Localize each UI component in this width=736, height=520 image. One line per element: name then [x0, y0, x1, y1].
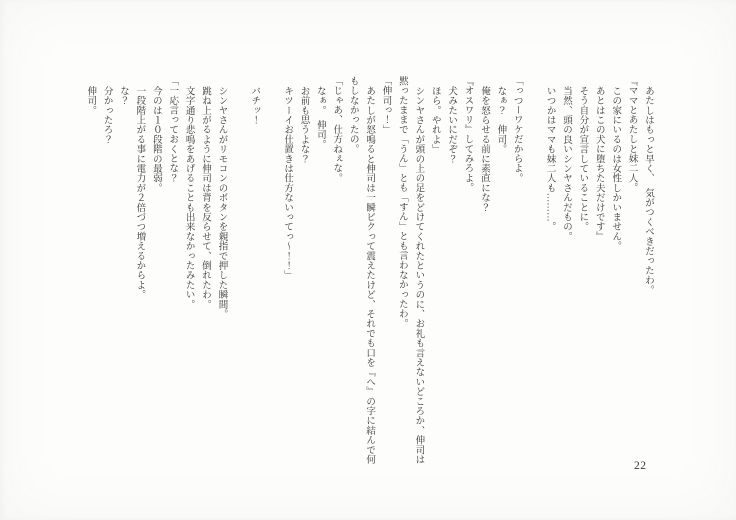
text-column: 犬みたいにだぞ？	[446, 85, 457, 164]
blank-column	[229, 76, 245, 480]
text-column: あたしが怒鳴ると伸司は一瞬ビクって震えたけど、それでも口を『へ』の字に結んで何	[364, 85, 375, 464]
text-column: 「っつーワケだからよ。	[511, 76, 522, 183]
text-column: そう自分が宣言していることに。	[577, 85, 588, 231]
text-column: 『ママとあたしと妹二人。	[626, 76, 637, 193]
text-column: シンヤさんが頭の上の足をどけてくれたというのに、お礼も言えないどころか、伸司は	[413, 85, 424, 464]
text-column: な？	[118, 85, 128, 105]
text-column: もしなかったの。	[347, 76, 358, 154]
text-column: 当然、頭の良いシンヤさんだもの。	[560, 85, 571, 241]
text-column: 一段階上がる事に電力が２倍づつ増えるからよ。	[134, 85, 145, 299]
text-column: 文字通り悲鳴をあげることも出来なかったみたい。	[183, 85, 194, 309]
page-number: 22	[634, 460, 647, 472]
text-column: 今のは１０段階の最弱。	[150, 85, 161, 193]
text-column: 「一応言っておくとな？	[167, 76, 178, 183]
text-column: ほら。やれよ」	[429, 85, 440, 154]
text-column: この家にいるのは女性しかいません。	[610, 85, 621, 251]
blank-column	[525, 76, 541, 480]
vertical-text-block	[80, 76, 656, 480]
text-column: キツーイお仕置きは仕方ないってっ〜！！」	[282, 85, 293, 280]
text-column: シンヤさんがリモコンのボタンを親指で押した瞬間。	[216, 85, 227, 319]
text-column: バチッ！	[249, 85, 260, 125]
text-column: 『オスワリ』してみろよ。	[462, 76, 473, 193]
text-column: いつかはママも妹二人も………。	[544, 85, 555, 231]
text-column: 分かったろ？	[101, 85, 112, 144]
text-column: なぁ。 伸司。	[314, 85, 325, 149]
blank-column	[262, 76, 278, 480]
text-column: あとはこの犬に堕ちた夫だけです』	[593, 85, 604, 241]
text-column: あたしはもっと早く、 気がつくべきだったわ。	[643, 85, 653, 295]
text-column: 俺を怒らせる前に素直にな？	[478, 85, 489, 212]
text-column: 「伸司っ！」	[380, 76, 391, 135]
text-column: 「じゃあ、仕方ねぇな。	[331, 76, 342, 183]
text-column: 跳ね上がるように伸司は背を反らせて、倒れたわ。	[200, 85, 211, 309]
text-column: なぁ？ 伸司。	[495, 85, 506, 154]
text-column: 黙ったままで「うん」とも「すん」とも言わなかったわ。	[396, 76, 407, 329]
text-column: お前も思うよな？	[298, 85, 309, 164]
text-column: 伸司。	[85, 85, 96, 115]
